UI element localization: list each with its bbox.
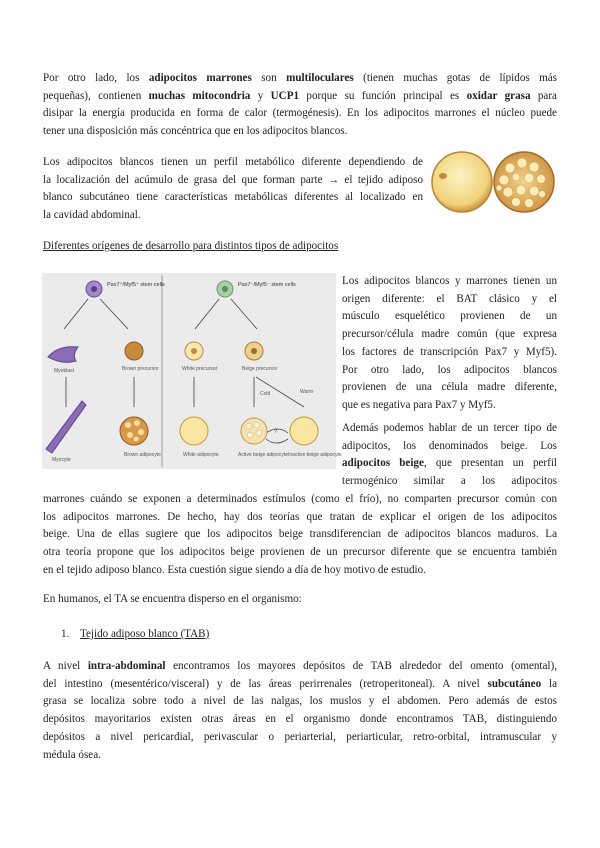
svg-text:Myoblast: Myoblast — [54, 368, 75, 374]
list-label: Tejido adiposo blanco (TAB) — [80, 628, 210, 640]
text-line: beige. Una de ellas sugiere que los adipocitos beige transdiferencian de adipocitos blancos maduros. La — [43, 528, 557, 541]
text-line: Por otro lado, los adipocitos marrones son multiloculares (tienen muchas gotas de lípidos más — [43, 72, 557, 84]
text-line: blanco subcutáneo tiene características metabólicas diferentes al localizado en — [43, 191, 423, 204]
warm-label: Warm — [300, 389, 314, 395]
text-line: Además podemos hablar de un tercer tipo de — [342, 422, 557, 434]
adipocyte-cells-illustration — [430, 150, 556, 214]
paragraph-tab-locations — [43, 658, 557, 764]
text-line: médula ósea. — [43, 748, 101, 761]
paragraph-beige-top — [342, 420, 557, 491]
list-number: 1. — [61, 628, 70, 640]
svg-text:White precursor: White precursor — [182, 366, 218, 372]
text-line: adipocitos beige, que presentan un perfil — [342, 457, 557, 470]
adipocyte-origin-diagram — [42, 273, 342, 469]
svg-text:Brown adipocyte: Brown adipocyte — [124, 452, 161, 458]
text-line: Los adipocitos blancos tienen un perfil metabólico diferente dependiendo de — [43, 156, 423, 168]
text-line: A nivel intra-abdominal encontramos los mayores depósitos de TAB alrededor del omento (omental), — [43, 660, 557, 672]
text-line: termogénico similar a los adipocitos — [342, 475, 557, 488]
text-line: precursor/célula madre común (que expresa — [342, 328, 557, 341]
svg-text:Active beige adipocyte: Active beige adipocyte — [238, 452, 289, 458]
text-line: la localización del acúmulo de grasa del que forman parte → el tejido adiposo — [43, 173, 423, 186]
right-stem-label: Pax7⁻/Myf5⁻ stem cells — [238, 282, 296, 288]
svg-text:White adipocyte: White adipocyte — [183, 452, 219, 458]
text-line: marrones cuándo se exponen a determinados estímulos (como el frío), no comparten precursor común con — [43, 492, 557, 505]
paragraph-humans: En humanos, el TA se encuentra disperso en el organismo: — [43, 593, 302, 605]
question-mark: ? — [274, 429, 278, 435]
text-line: del intestino (mesentérico/visceral) y de las áreas perirrenales (retroperitoneal). A nivel subcutáneo la — [43, 677, 557, 690]
paragraph-white-adipocytes — [43, 154, 423, 225]
text-line: disipar la energía producida en forma de calor (termogénesis). En los adipocitos marrones el núcleo puede — [43, 107, 557, 120]
left-stem-label: Pax7⁺/Myf5⁺ stem cells — [107, 282, 165, 288]
text-line: pequeñas), contienen muchas mitocondria y UCP1 porque su función principal es oxidar grasa para — [43, 89, 557, 102]
text-line: la cavidad abdominal. — [43, 209, 141, 222]
text-line: los factores de transcripción Pax7 y Myf5). — [342, 345, 557, 358]
paragraph-beige-bottom — [43, 491, 557, 580]
text-line: grasa se localiza sobre todo a nivel de las nalgas, los muslos y el abdomen. Pero además de estos — [43, 695, 557, 708]
text-line: músculo esquelético provienen de un — [342, 310, 557, 323]
section-heading: Diferentes orígenes de desarrollo para distintos tipos de adipocitos — [43, 240, 339, 252]
text-line: Los adipocitos blancos y marrones tienen un — [342, 275, 557, 287]
text-line: depósitos a nivel pericardial, perivascular o periarterial, periarticular, retro-orbital, intramuscular y — [43, 730, 557, 743]
paragraph-origin — [342, 273, 557, 415]
svg-text:Brown precursor: Brown precursor — [122, 366, 159, 372]
text-line: Por otro lado, los adipocitos blancos — [342, 363, 557, 376]
text-line: tener una disposición más concéntrica que en los adipocitos blancos. — [43, 125, 348, 138]
text-line: que es negativa para Pax7 y Myf5. — [342, 398, 496, 411]
text-line: provienen de una célula madre diferente, — [342, 381, 557, 394]
text-line: depósitos mayoritarios existen otras áreas en el organismo donde encontramos TAB, distinguiendo — [43, 713, 557, 726]
cold-label: Cold — [260, 391, 271, 397]
brown-adipocyte-illustration — [494, 152, 554, 212]
text-line: origen diferente: el BAT clásico y el — [342, 292, 557, 305]
white-adipocyte-illustration — [432, 152, 492, 212]
svg-text:Beige precursor: Beige precursor — [242, 366, 278, 372]
text-line: en el tejido adiposo blanco. Esta cuestión sigue siendo a día de hoy motivo de estudio. — [43, 563, 426, 576]
list-item-tab — [61, 626, 209, 644]
text-line: adipocitos, los denominados beige. Los — [342, 439, 557, 452]
svg-text:Inactive beige adipocyte: Inactive beige adipocyte — [288, 452, 342, 458]
paragraph-brown-adipocytes — [43, 70, 557, 141]
text-line: los adipocitos marrones. De hecho, hay dos teorías que tratan de explicar el origen de los adipocitos — [43, 510, 557, 523]
svg-text:Myocyte: Myocyte — [52, 457, 71, 463]
text-line: otra teoría propone que los adipocitos beige provienen de un precursor diferente que se encuentra también — [43, 545, 557, 558]
